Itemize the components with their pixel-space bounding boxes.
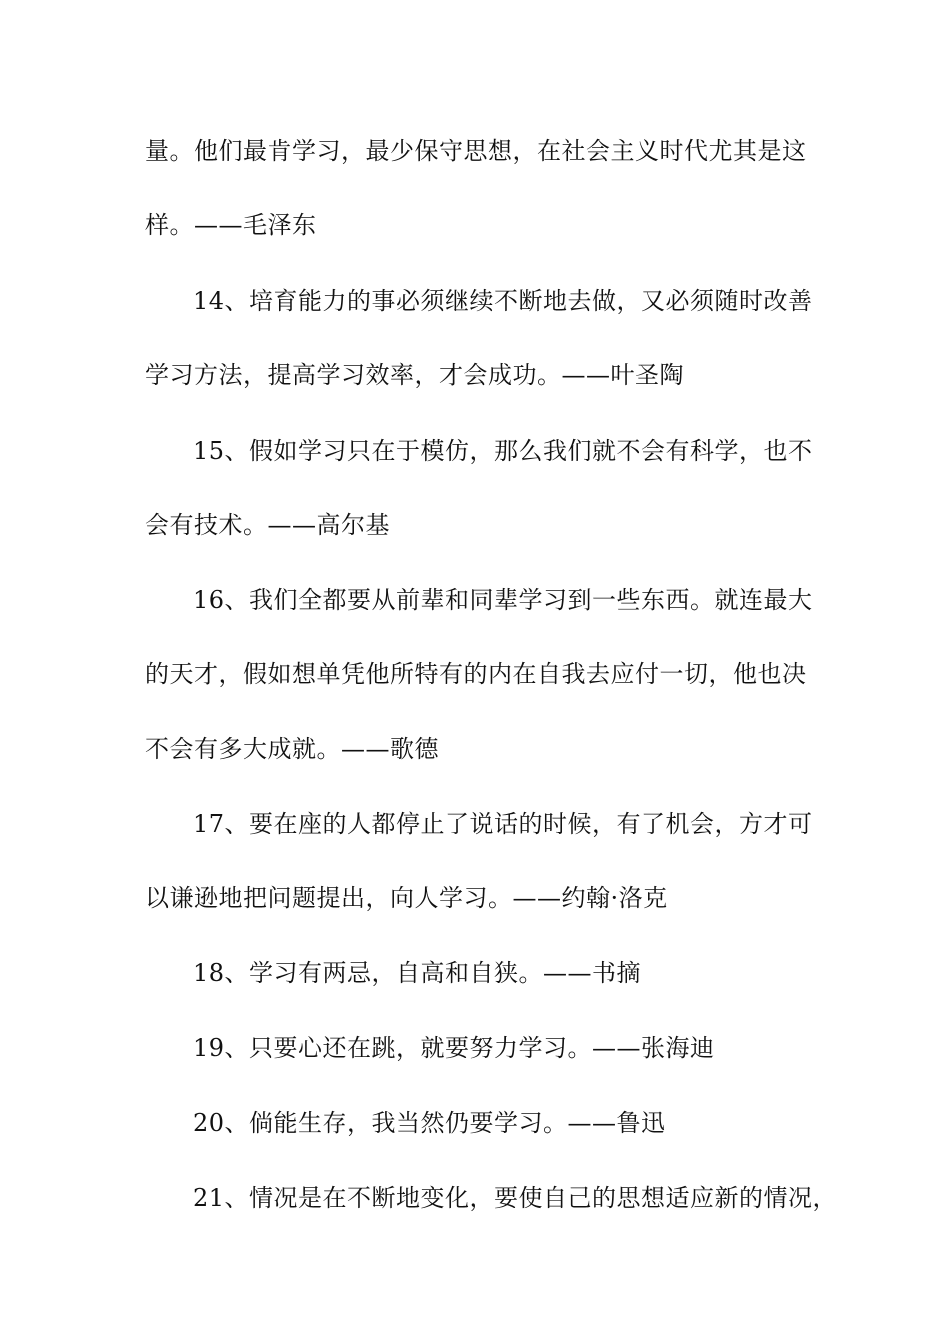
quote-19: 19、只要心还在跳，就要努力学习。——张海迪 [193,1034,715,1062]
quote-16-line-3: 不会有多大成就。——歌德 [145,735,439,763]
quote-16-line-1: 16、我们全都要从前辈和同辈学习到一些东西。就连最大 [193,586,813,614]
text-line: 样。——毛泽东 [145,211,317,239]
quote-15-line-1: 15、假如学习只在于模仿，那么我们就不会有科学，也不 [193,437,813,465]
text-line: 量。他们最肯学习，最少保守思想，在社会主义时代尤其是这 [145,137,807,165]
quote-14-line-2: 学习方法，提高学习效率，才会成功。——叶圣陶 [145,361,684,389]
quote-17-line-2: 以谦逊地把问题提出，向人学习。——约翰·洛克 [145,884,668,912]
quote-16-line-2: 的天才，假如想单凭他所特有的内在自我去应付一切，他也决 [145,660,807,688]
quote-20: 20、倘能生存，我当然仍要学习。——鲁迅 [193,1109,666,1137]
quote-21-line-1: 21、情况是在不断地变化，要使自己的思想适应新的情况， [193,1184,838,1212]
quote-14-line-1: 14、培育能力的事必须继续不断地去做，又必须随时改善 [193,287,813,315]
quote-17-line-1: 17、要在座的人都停止了说话的时候，有了机会，方才可 [193,810,813,838]
quote-15-line-2: 会有技术。——高尔基 [145,511,390,539]
quote-18: 18、学习有两忌，自高和自狭。——书摘 [193,959,642,987]
